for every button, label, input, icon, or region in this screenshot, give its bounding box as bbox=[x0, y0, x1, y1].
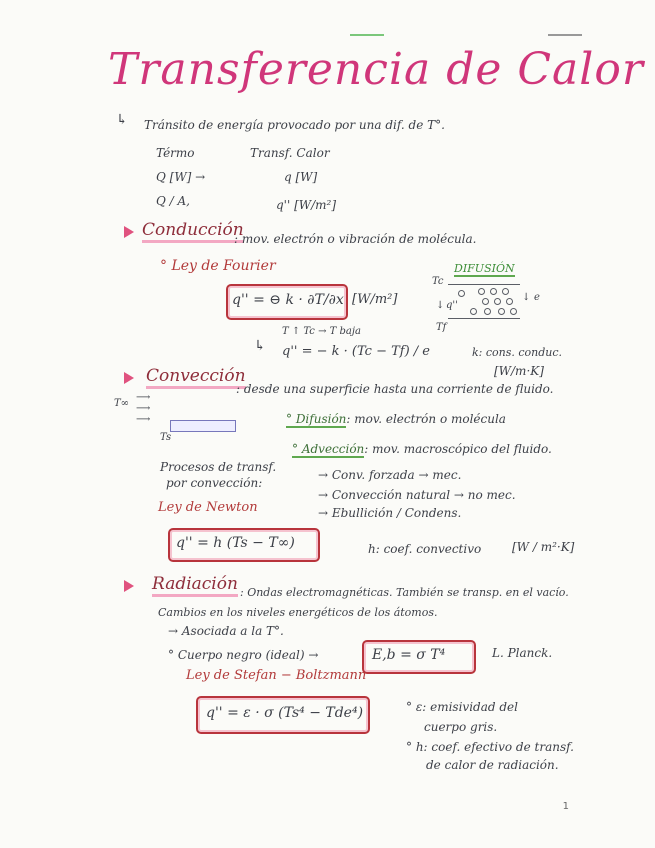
conveccion-heading: Convección bbox=[146, 366, 246, 389]
procesos-line1: Procesos de transf. bbox=[160, 460, 277, 474]
difusion-label: DIFUSIÓN bbox=[454, 262, 515, 275]
flow-arrows-icon: ⟶ ⟶ ⟶ bbox=[136, 392, 151, 425]
adveccion-item bbox=[292, 442, 552, 456]
page-title: Transferencia de Calor bbox=[108, 44, 644, 95]
return-arrow-icon: ↳ bbox=[116, 112, 128, 128]
intro-col1-head: Térmo bbox=[156, 146, 195, 160]
h-note: h: coef. convectivo bbox=[368, 542, 482, 556]
newton-formula: q'' = h (Ts − T∞) bbox=[176, 535, 295, 551]
intro-r1c1: Q [W] → bbox=[156, 170, 206, 184]
fourier-sub: T ↑ Tc → T baja bbox=[282, 326, 361, 337]
conduction-eq2: q'' = − k · (Tc − Tf) / e bbox=[282, 344, 430, 359]
intro-r1c2: q [W] bbox=[284, 170, 318, 184]
intro-r2c2: q'' [W/m²] bbox=[276, 198, 337, 212]
top-green-mark bbox=[350, 34, 384, 36]
conduccion-heading: Conducción bbox=[142, 220, 244, 243]
k-units: [W/m·K] bbox=[494, 364, 544, 378]
process-forced: → Conv. forzada → mec. bbox=[318, 468, 462, 482]
intro-col2-head: Transf. Calor bbox=[250, 146, 330, 160]
diagram-bottom-line bbox=[448, 318, 520, 319]
particle-icon bbox=[494, 298, 501, 305]
bullet-triangle-icon bbox=[124, 226, 134, 238]
radiation-formula: q'' = ε · σ (Ts⁴ − Tde⁴) bbox=[206, 705, 364, 721]
fourier-label: ° Ley de Fourier bbox=[160, 258, 276, 274]
particle-icon bbox=[502, 288, 509, 295]
particle-icon bbox=[506, 298, 513, 305]
radiacion-heading: Radiación bbox=[152, 574, 238, 597]
adveccion-desc: : mov. macroscópico del fluido. bbox=[364, 442, 552, 456]
bullet-triangle-icon bbox=[124, 372, 134, 384]
tf-label: Tf bbox=[436, 322, 447, 333]
radiacion-desc3: → Asociada a la T°. bbox=[168, 624, 284, 638]
t-inf-label: T∞ bbox=[114, 398, 129, 409]
difusion-term: ° Difusión bbox=[286, 412, 347, 426]
return-arrow-icon-2: ↳ bbox=[254, 338, 266, 354]
particle-icon bbox=[458, 290, 465, 297]
planck-label: L. Planck. bbox=[492, 646, 553, 660]
page-number: 1 bbox=[562, 801, 569, 812]
stefan-boltzmann-label: Ley de Stefan − Boltzmann bbox=[186, 668, 367, 683]
particle-icon bbox=[478, 288, 485, 295]
radiacion-desc1: : Ondas electromagnéticas. También se transp. en el vacío. bbox=[240, 586, 569, 599]
qpp-label: q'' bbox=[446, 300, 458, 311]
surface-plate bbox=[170, 420, 236, 432]
particle-icon bbox=[498, 308, 505, 315]
difusion-desc: : mov. electrón o molécula bbox=[346, 412, 506, 426]
h-rad-note-line1: ° h: coef. efectivo de transf. bbox=[406, 740, 574, 754]
particle-icon bbox=[490, 288, 497, 295]
ts-label: Ts bbox=[160, 432, 172, 443]
particle-icon bbox=[484, 308, 491, 315]
conveccion-desc: : desde una superficie hasta una corriente de fluido. bbox=[236, 382, 554, 396]
newton-label: Ley de Newton bbox=[158, 500, 258, 515]
intro-r2c1: Q / A, bbox=[156, 194, 190, 208]
emissivity-note-line1: ° ε: emisividad del bbox=[406, 700, 518, 714]
k-note: k: cons. conduc. bbox=[472, 346, 563, 359]
e-label: e bbox=[534, 292, 540, 303]
radiacion-desc2: Cambios en los niveles energéticos de los átomos. bbox=[158, 606, 438, 619]
conduccion-desc: : mov. electrón o vibración de molécula. bbox=[234, 232, 477, 246]
procesos-line2: por convección: bbox=[166, 476, 263, 490]
adveccion-term: ° Advección bbox=[292, 442, 365, 456]
down-arrow-icon-2: ↓ bbox=[522, 292, 531, 303]
fourier-formula: q'' = ⊖ k · ∂T/∂x bbox=[232, 292, 344, 308]
particle-icon bbox=[482, 298, 489, 305]
fourier-units: [W/m²] bbox=[352, 292, 398, 307]
intro-line: Tránsito de energía provocado por una dif. de T°. bbox=[144, 118, 445, 132]
particle-icon bbox=[510, 308, 517, 315]
blackbody-formula: E,b = σ T⁴ bbox=[372, 647, 446, 663]
process-natural: → Convección natural → no mec. bbox=[318, 488, 516, 502]
particle-icon bbox=[470, 308, 477, 315]
h-rad-note-line2: de calor de radiación. bbox=[426, 758, 559, 772]
process-boiling: → Ebullición / Condens. bbox=[318, 506, 462, 520]
difusion-item bbox=[286, 412, 506, 426]
cuerpo-negro: ° Cuerpo negro (ideal) → bbox=[168, 648, 319, 662]
bullet-triangle-icon bbox=[124, 580, 134, 592]
down-arrow-icon: ↓ bbox=[436, 300, 445, 311]
top-gray-mark bbox=[548, 34, 582, 36]
emissivity-note-line2: cuerpo gris. bbox=[424, 720, 498, 734]
diagram-top-line bbox=[448, 284, 520, 285]
tc-label: Tc bbox=[432, 276, 444, 287]
h-units: [W / m²·K] bbox=[512, 540, 575, 554]
